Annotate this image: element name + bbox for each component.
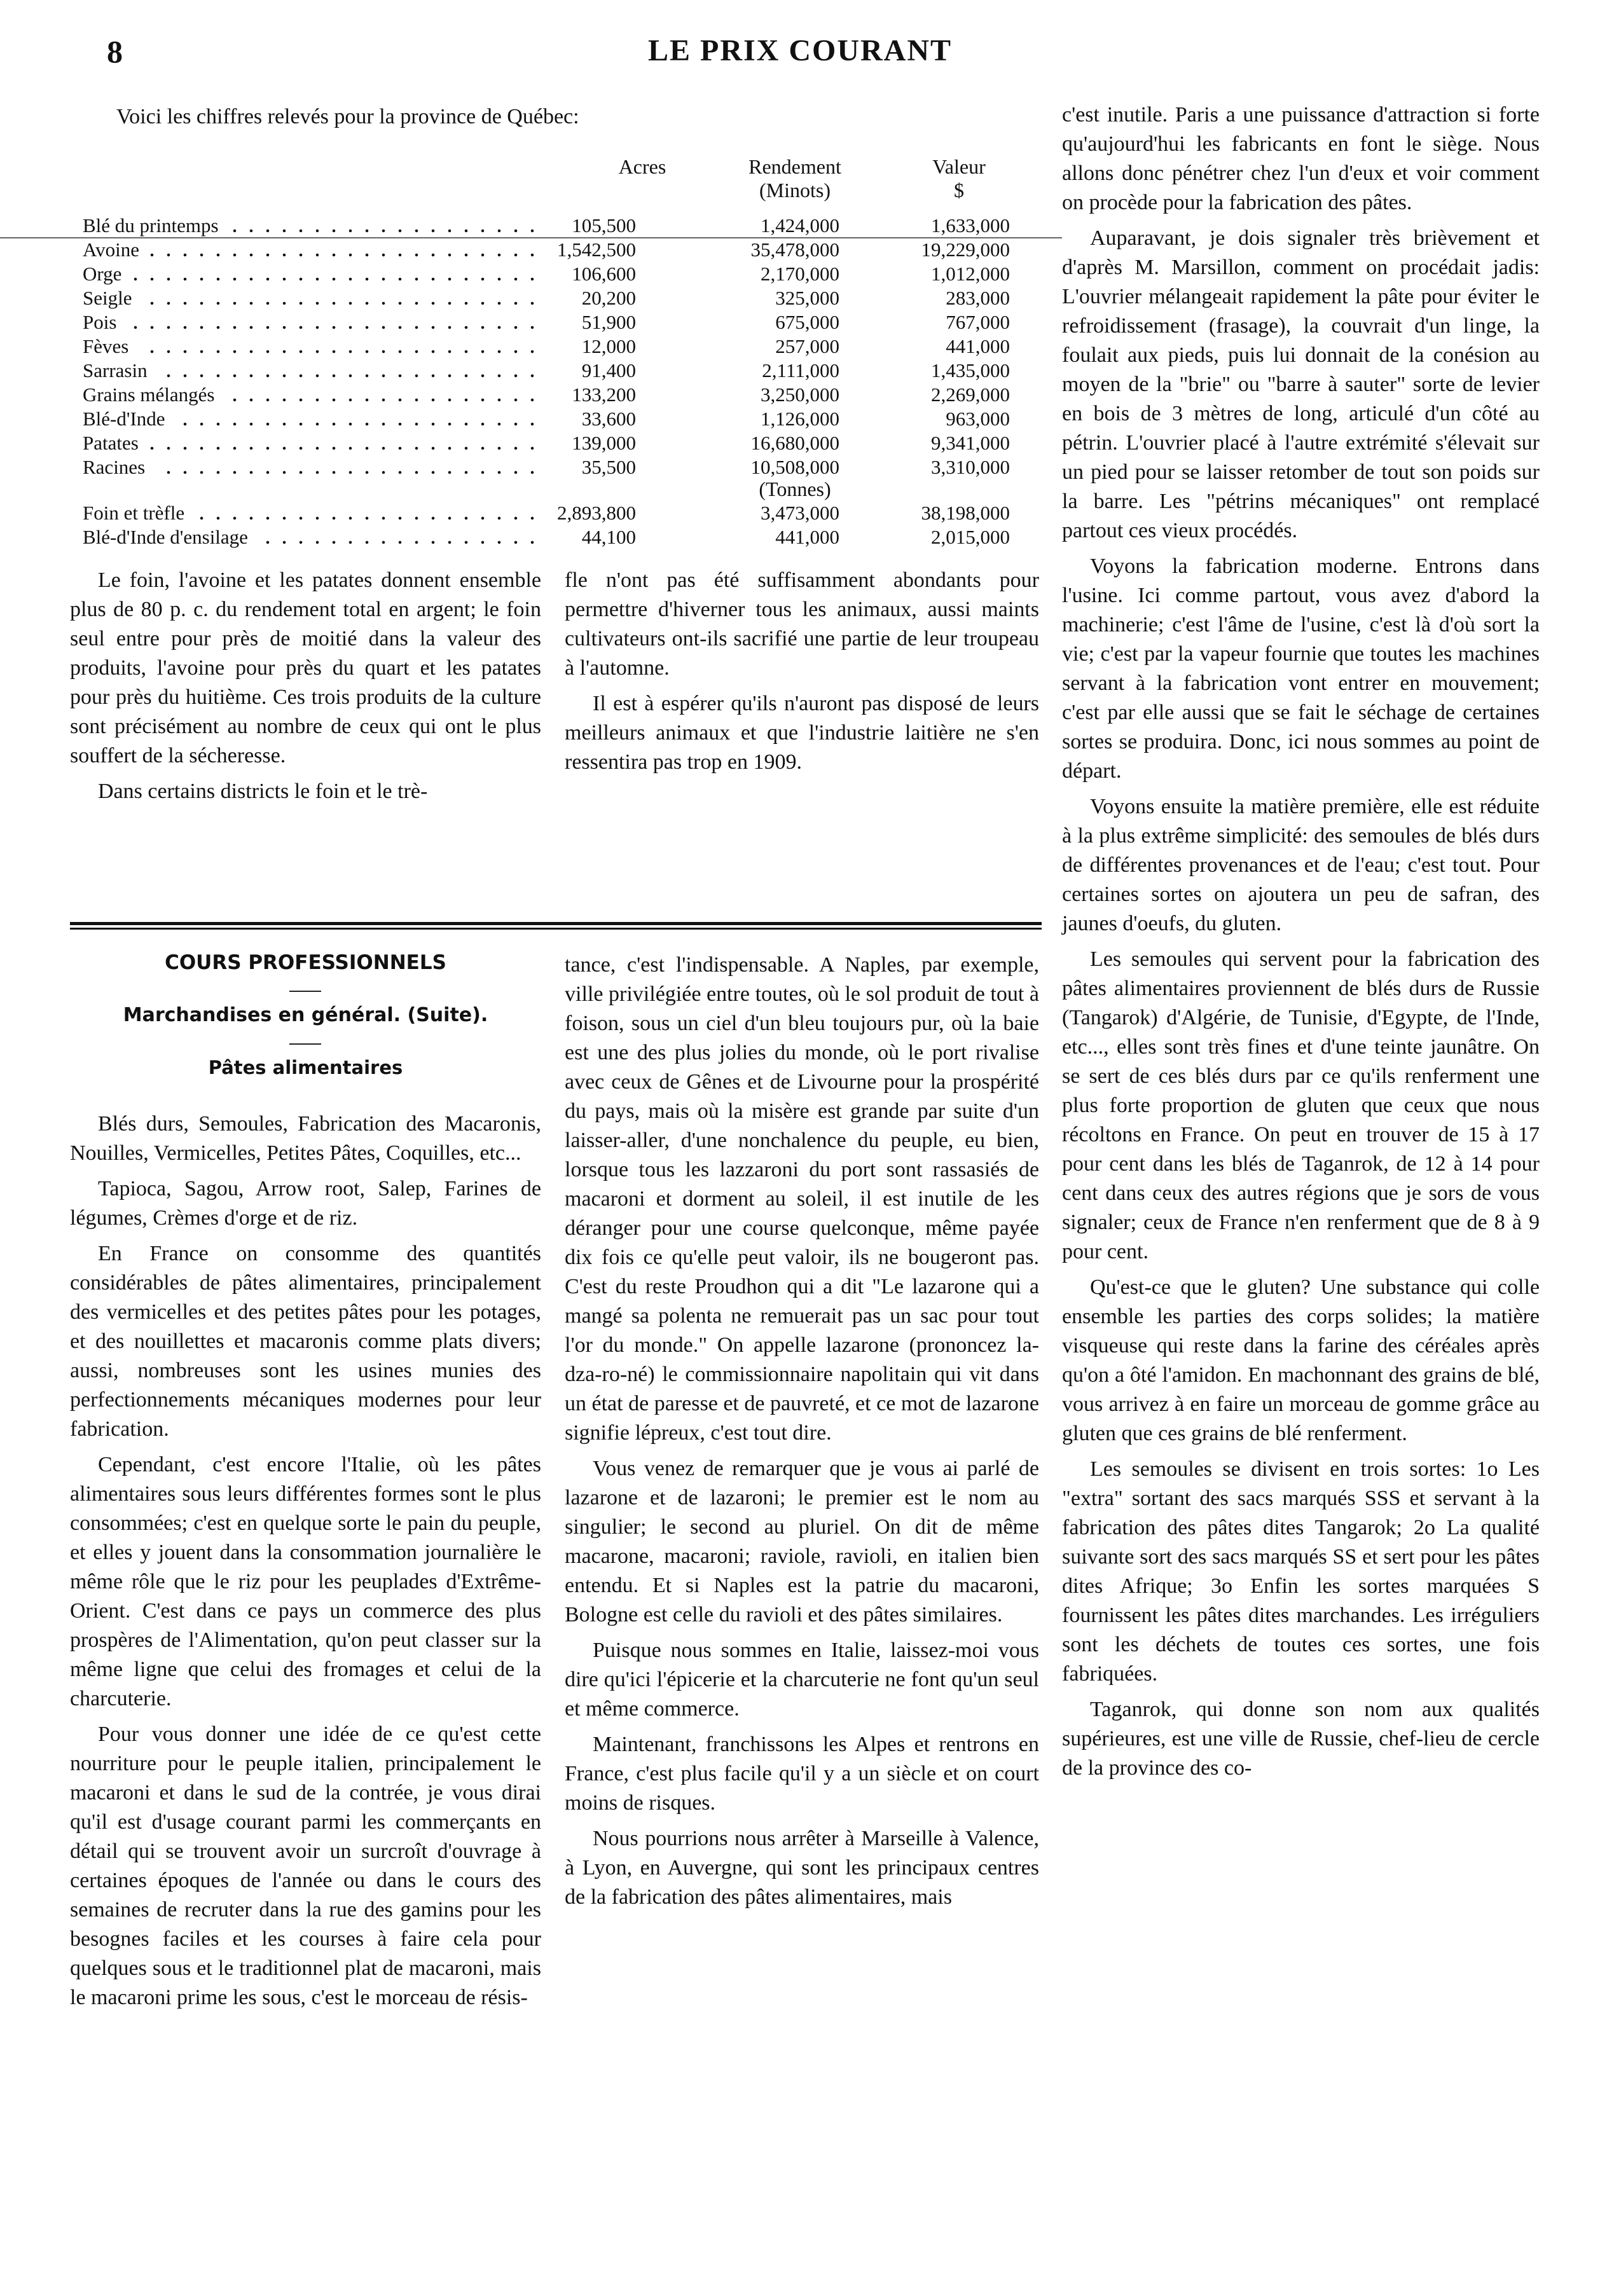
paragraph: Vous venez de remarquer que je vous ai parlé de lazarone et de lazaroni; le premier est le nom au singulier; le second au pluriel. On dit de même macarone, macaroni; raviole, ravioli, en italien bien entendu. Et si Naples est la patrie du macaroni, Bologne est celle du ravioli et des pâtes similaires. bbox=[565, 1457, 1039, 1626]
article-title: Pâtes alimentaires bbox=[208, 1057, 403, 1078]
masthead-title: LE PRIX COURANT bbox=[647, 34, 953, 67]
rendement-value: 441,000 bbox=[775, 526, 839, 548]
table-row bbox=[83, 336, 1017, 357]
table-row bbox=[83, 432, 1017, 454]
rendement-value: 1,126,000 bbox=[761, 408, 839, 430]
header-acres: Acres bbox=[618, 155, 666, 178]
paragraph: En France on consomme des quantités considérables de pâtes alimentaires, principalement des vermicelles et des petites pâtes pour les potages, et des nouillettes et macaronis comme plats divers; aussi, nombreuses sont les usines munies des perfectionnements mécaniques modernes pour leur fabrication. bbox=[70, 1242, 541, 1441]
crop-label: Blé du printemps bbox=[83, 214, 219, 237]
acres-value: 35,500 bbox=[581, 456, 636, 478]
table-row bbox=[83, 360, 1017, 382]
crop-label: Blé-d'Inde bbox=[83, 408, 165, 430]
rendement-value: 35,478,000 bbox=[750, 238, 839, 261]
paragraph: Les semoules qui servent pour la fabrication des pâtes alimentaires proviennent de blés durs de Russie (Tangarok) d'Algérie, de Tunisie, d'Egypte, de l'Inde, etc..., elles sont très fines et d'une teinte jaunâtre. On se sert de ces blés durs par ce qu'ils renferment une plus forte proportion de gluten que ceux que nous récoltons en France. On peut en trouver de 15 à 17 pour cent dans les blés de Taganrok, de 12 à 14 pour cent dans ceux des autres régions que je sors de vous signaler; ceux de France n'en renferment que de 8 à 9 pour cent. bbox=[1062, 947, 1540, 1263]
table-row bbox=[83, 384, 1017, 406]
table-row bbox=[83, 239, 1017, 261]
leader-dots bbox=[154, 471, 541, 474]
article-column-2 bbox=[565, 951, 1039, 1918]
acres-value: 51,900 bbox=[581, 311, 636, 333]
valeur-value: 2,015,000 bbox=[931, 526, 1010, 548]
valeur-value: 283,000 bbox=[946, 287, 1010, 309]
paragraph: Pour vous donner une idée de ce qu'est cette nourriture pour le peuple italien, principalement le macaroni et dans le sud de la contrée, je vous dirai qu'il est d'usage courant parmi les commerçants en détail qui se trouvent avoir un surcroît d'ouvrage à certaines époques de l'année ou dans le cours des semaines de recruter dans la rue des gamins pour les besognes faciles et les courses à faire cela pour quelques sous et le traditionnel plat de macaroni, mais le macaroni prime les sous, c'est le morceau de résis- bbox=[70, 1722, 541, 2009]
valeur-value: 963,000 bbox=[946, 408, 1010, 430]
rendement-value: 1,424,000 bbox=[761, 214, 839, 237]
heading-rule bbox=[289, 991, 321, 992]
header-tonnes-unit: (Tonnes) bbox=[759, 478, 831, 500]
rendement-value: 325,000 bbox=[775, 287, 839, 309]
paragraph: tance, c'est l'indispensable. A Naples, par exemple, ville privilégiée entre toutes, où le sol produit de tout à foison, sous un ciel d'un bleu toujours pur, où la baie est une des plus jolies du monde, où le port rivalise avec ceux de Gênes et de Livourne pour la prospérité du pays, mais où la misère est grande par suite d'un laisser-aller, d'une nonchalence du peuple, eu bien, lorsque tous les lazzaroni du port sont rassasiés de macaroni et dorment au soleil, il est inutile de les déranger pour une course quelconque, même payée dix fois ce qu'elle peut valoir, ils ne bougeront pas. C'est du reste Proudhon qui a dit "Le lazarone qui a mangé sa polenta ne remuerait pas un sac pour tout l'or du monde." On appelle lazarone (prononcez la-dza-ro-né) le commissionnaire napolitain qui vit dans un état de paresse et de pauvreté, et ce mot de lazarone signifie lépreux, c'est tout dire. bbox=[565, 953, 1039, 1445]
header-rendement: Rendement bbox=[748, 155, 841, 178]
paragraph: Tapioca, Sagou, Arrow root, Salep, Farines de légumes, Crèmes d'orge et de riz. bbox=[70, 1177, 541, 1230]
crop-label: Grains mélangés bbox=[83, 383, 215, 406]
leader-dots bbox=[130, 277, 541, 281]
crop-label: Sarrasin bbox=[83, 359, 148, 382]
top-column-1 bbox=[70, 566, 541, 813]
rendement-value: 10,508,000 bbox=[750, 456, 839, 478]
crop-label: Patates bbox=[83, 432, 139, 454]
rendement-value: 3,473,000 bbox=[761, 502, 839, 524]
header-rendement-unit: (Minots) bbox=[759, 179, 831, 202]
acres-value: 20,200 bbox=[581, 287, 636, 309]
crop-label: Foin et trèfle bbox=[83, 502, 185, 524]
paragraph: Taganrok, qui donne son nom aux qualités supérieures, est une ville de Russie, chef-lieu de cercle de la province des co- bbox=[1062, 1698, 1540, 1780]
rendement-value: 2,111,000 bbox=[762, 359, 839, 382]
acres-value: 1,542,500 bbox=[557, 238, 636, 261]
crop-label: Racines bbox=[83, 456, 146, 478]
header-valeur: Valeur bbox=[932, 155, 986, 178]
rendement-value: 3,250,000 bbox=[761, 383, 839, 406]
paragraph: Auparavant, je dois signaler très brièvement et d'après M. Marsillon, comment on procédait jadis: L'ouvrier mélangeait rapidement la pâte pour éviter le refroidissement (frasage), la couvrait d'un linge, la foulait aux pieds, puis lui donnait de la conésion au moyen de la "brie" ou "barre à sauter" sorte de levier en bois de 3 mètres de long, articulé d'un côté au pétrin. L'ouvrier placé à l'autre extrémité s'élevait sur un pied pour se laisser retomber de tout son poids sur la barre. Les "pétrins mécaniques" ont remplacé partout ces vieux procédés. bbox=[1062, 226, 1540, 542]
valeur-value: 1,012,000 bbox=[931, 263, 1010, 285]
acres-value: 133,200 bbox=[572, 383, 636, 406]
paragraph: Il est à espérer qu'ils n'auront pas disposé de leurs meilleurs animaux et que l'industrie laitière ne s'en ressentira pas trop en 1909. bbox=[565, 692, 1039, 774]
pencil-mark-line bbox=[0, 237, 1062, 238]
header-valeur-unit: $ bbox=[954, 179, 964, 202]
acres-value: 105,500 bbox=[572, 214, 636, 237]
leader-dots bbox=[141, 301, 541, 305]
table-row bbox=[83, 457, 1017, 478]
paragraph: c'est inutile. Paris a une puissance d'attraction si forte qu'aujourd'hui les fabricants en font le siège. Nous allons donc pénétrer chez l'un d'eux et voir comment on procède pour la fabrication des pâtes. bbox=[1062, 103, 1540, 214]
paragraph: Voyons la fabrication moderne. Entrons dans l'usine. Ici comme partout, vous avez d'abord la machinerie; c'est l'âme de l'usine, c'est là d'où sort la vie; c'est par la vapeur fournie que toutes les machines servant à la fabrication vont entrer en mouvement; c'est par elle aussi que se fait le séchage de certaines sortes se produira. Donc, ici nous sommes au point de départ. bbox=[1062, 554, 1540, 783]
valeur-value: 1,633,000 bbox=[931, 214, 1010, 237]
paragraph: Dans certains districts le foin et le trè- bbox=[98, 780, 428, 803]
valeur-value: 38,198,000 bbox=[921, 502, 1010, 524]
leader-dots bbox=[148, 253, 541, 257]
paragraph: Les semoules se divisent en trois sortes: 1o Les "extra" sortant des sacs marqués SSS et servant à la fabrication des pâtes dites Tangarok; 2o La qualité suivante sort des sacs marqués SS et sert pour les pâtes dites Afrique; 3o Enfin les sortes marquées S fournissent les pâtes dites marchandes. Les irréguliers sont les déchets de toutes ces sortes, une fois fabriquées. bbox=[1062, 1457, 1540, 1686]
leader-dots bbox=[125, 326, 541, 329]
acres-value: 33,600 bbox=[581, 408, 636, 430]
table-row bbox=[83, 287, 1017, 309]
table-row bbox=[83, 263, 1017, 285]
leader-dots bbox=[148, 446, 541, 450]
acres-value: 91,400 bbox=[581, 359, 636, 382]
crop-label: Avoine bbox=[83, 238, 139, 261]
paragraph: fle n'ont pas été suffisamment abondants pour permettre d'hiverner tous les animaux, aussi maints cultivateurs ont-ils sacrifié une partie de leur troupeau à l'automne. bbox=[565, 568, 1039, 680]
paragraph: Qu'est-ce que le gluten? Une substance qui colle ensemble les parties des corps solides; la matière visqueuse qui reste dans la farine des céréales après qu'on a ôté l'amidon. En machonnant des grains de blé, vous arrivez à en faire un morceau de gomme grâce au gluten que ces grains de blé renferment. bbox=[1062, 1275, 1540, 1445]
valeur-value: 3,310,000 bbox=[931, 456, 1010, 478]
valeur-value: 9,341,000 bbox=[931, 432, 1010, 454]
acres-value: 106,600 bbox=[572, 263, 636, 285]
crop-statistics-table bbox=[0, 0, 1081, 572]
acres-value: 139,000 bbox=[572, 432, 636, 454]
acres-value: 44,100 bbox=[581, 526, 636, 548]
section-double-rule bbox=[70, 922, 1042, 930]
paragraph: Maintenant, franchissons les Alpes et rentrons en France, c'est plus facile qu'il y a un siècle et on court moins de risques. bbox=[565, 1733, 1039, 1815]
table-intro: Voici les chiffres relevés pour la province de Québec: bbox=[116, 105, 579, 128]
valeur-value: 19,229,000 bbox=[921, 238, 1010, 261]
rendement-value: 675,000 bbox=[775, 311, 839, 333]
article-column-3 bbox=[1062, 100, 1540, 1789]
rendement-value: 257,000 bbox=[775, 335, 839, 357]
crop-label: Seigle bbox=[83, 287, 132, 309]
paragraph: Nous pourrions nous arrêter à Marseille à Valence, à Lyon, en Auvergne, qui sont les principaux centres de la fabrication des pâtes alimentaires, mais bbox=[565, 1827, 1039, 1909]
paragraph: Le foin, l'avoine et les patates donnent ensemble plus de 80 p. c. du rendement total en argent; le foin seul entre pour près de moitié dans la valeur des produits, l'avoine pour près du quart et les patates pour près du huitième. Ces trois produits de la culture sont précisément au nombre de ceux qui ont le plus souffert de la sécheresse. bbox=[70, 568, 541, 767]
leader-dots bbox=[137, 350, 541, 354]
table-row bbox=[83, 502, 1017, 524]
article-column-1 bbox=[70, 1110, 541, 2019]
heading-rule bbox=[289, 1043, 321, 1045]
valeur-value: 767,000 bbox=[946, 311, 1010, 333]
table-row bbox=[83, 215, 1017, 237]
valeur-value: 1,435,000 bbox=[931, 359, 1010, 382]
article-subtitle: Marchandises en général. (Suite). bbox=[123, 1004, 488, 1026]
valeur-value: 441,000 bbox=[946, 335, 1010, 357]
crop-label: Blé-d'Inde d'ensilage bbox=[83, 526, 248, 548]
crop-label: Fèves bbox=[83, 335, 129, 357]
rendement-value: 16,680,000 bbox=[750, 432, 839, 454]
section-heading: COURS PROFESSIONNELS bbox=[165, 951, 446, 974]
acres-value: 12,000 bbox=[581, 335, 636, 357]
crop-label: Pois bbox=[83, 311, 117, 333]
rendement-value: 2,170,000 bbox=[761, 263, 839, 285]
valeur-value: 2,269,000 bbox=[931, 383, 1010, 406]
paragraph: Puisque nous sommes en Italie, laissez-moi vous dire qu'ici l'épicerie et la charcuterie ne font qu'un seul et même commerce. bbox=[565, 1639, 1039, 1721]
page-number: 8 bbox=[107, 34, 123, 69]
table-row bbox=[83, 408, 1017, 430]
paragraph: Voyons ensuite la matière première, elle est réduite à la plus extrême simplicité: des semoules de blés durs de différentes provenances et de l'eau; c'est tout. Pour certaines sortes on ajoutera un peu de safran, des jaunes d'oeufs, du gluten. bbox=[1062, 795, 1540, 935]
paragraph: Blés durs, Semoules, Fabrication des Macaronis, Nouilles, Vermicelles, Petites Pâtes, Coquilles, etc... bbox=[70, 1112, 541, 1165]
crop-label: Orge bbox=[83, 263, 122, 285]
paragraph: Cependant, c'est encore l'Italie, où les pâtes alimentaires sous leurs différentes formes sont le plus consommées; c'est en quelque sorte le pain du peuple, et elles y jouent dans la consommation journalière le même rôle que le riz pour les peuplades d'Extrême-Orient. C'est dans ce pays un commerce des plus prospères de l'Alimentation, qu'on peut classer sur la même ligne que celui des fromages et celui de la charcuterie. bbox=[70, 1453, 541, 1710]
table-row bbox=[83, 526, 1017, 548]
acres-value: 2,893,800 bbox=[557, 502, 636, 524]
top-column-2 bbox=[565, 566, 1039, 783]
table-row bbox=[83, 312, 1017, 333]
